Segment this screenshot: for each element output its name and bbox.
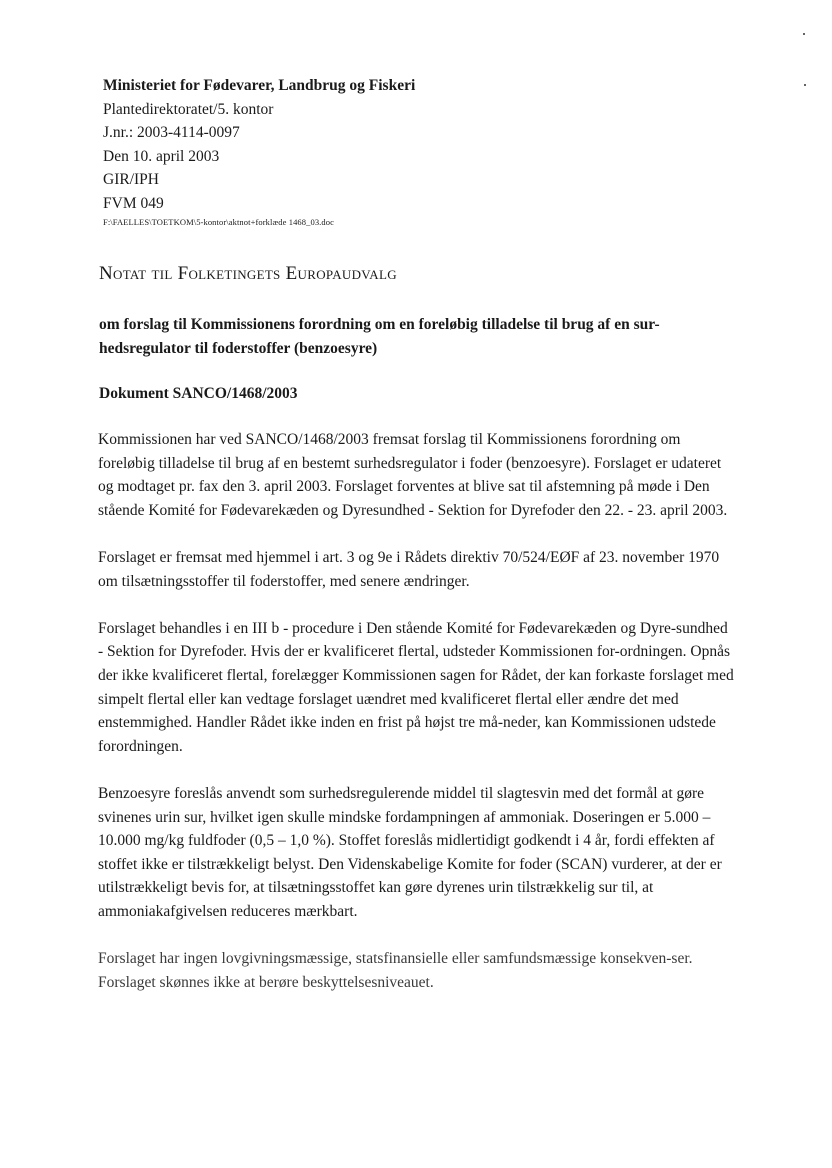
scan-speck xyxy=(803,33,805,35)
paragraph-background: Kommissionen har ved SANCO/1468/2003 fremsat forslag til Kommissionens forordning om foreløbig tilladelse til brug af en bestemt surhedsregulator i foder (benzoesyre). Forslaget er udateret og modtaget pr. fax den 3. april 2003. Forslaget forventes at blive sat til afstemning på møde i Den stående Komité for Fødevarekæden og Dyresundhed - Sektion for Dyrefoder den 22. - 23. april 2003. xyxy=(98,431,728,519)
document-body xyxy=(98,428,734,1018)
document-title: Notat til Folketingets Europaudvalg xyxy=(99,263,397,284)
author-initials: GIR/IPH xyxy=(103,171,159,188)
scan-speck xyxy=(804,84,806,86)
subject-line-1: om forslag til Kommissionens forordning om en foreløbig tilladelse til brug af en sur- xyxy=(99,316,660,333)
paragraph-legal-basis: Forslaget er fremsat med hjemmel i art. 3 og 9e i Rådets direktiv 70/524/EØF af 23. november 1970 om tilsætningsstoffer til foderstoffer, med senere ændringer. xyxy=(98,548,720,590)
directorate: Plantedirektoratet/5. kontor xyxy=(103,100,274,118)
paragraph-consequences: Forslaget har ingen lovgivningsmæssige, statsfinansielle eller samfundsmæssige konsekven-ser. Forslaget skønnes ikke at berøre beskyttelsesniveauet. xyxy=(98,950,693,991)
paragraph-procedure: Forslaget behandles i en III b - procedure i Den stående Komité for Fødevarekæden og Dyre-sundhed - Sektion for Dyrefoder. Hvis der er kvalificeret flertal, udsteder Kommissionen for-ordningen. Opnås der ikke kvalificeret flertal, forelægger Kommissionen sagen for Rådet, der kan forkaste forslaget med simpelt flertal eller kan vedtage forslaget uændret med kvalificeret flertal eller ændre det med enstemmighed. Handler Rådet ikke inden en frist på højst tre må-neder, kan Kommissionen udstede forordningen. xyxy=(98,619,734,755)
document-reference: Dokument SANCO/1468/2003 xyxy=(99,385,298,402)
subject-line-2: hedsregulator til foderstoffer (benzoesyre) xyxy=(99,339,378,357)
fvm-number: FVM 049 xyxy=(103,194,164,212)
document-date: Den 10. april 2003 xyxy=(103,147,220,165)
file-path: F:\FAELLES\TOETKOM\5-kontor\aktnot+forklæde 1468_03.doc xyxy=(103,217,334,227)
ministry-name: Ministeriet for Fødevarer, Landbrug og Fiskeri xyxy=(103,77,416,94)
paragraph-substance: Benzoesyre foreslås anvendt som surhedsregulerende middel til slagtesvin med det formål at gøre svinenes urin sur, hvilket igen skulle mindske fordampningen af ammoniak. Doseringen er 5.000 – 10.000 mg/kg fuldfoder (0,5 – 1,0 %). Stoffet foreslås midlertidigt godkendt i 4 år, fordi effekten af stoffet ikke er tilstrækkeligt belyst. Den Videnskabelige Komite for foder (SCAN) vurderer, at der er utilstrækkeligt bevis for, at tilsætningsstoffet kan gøre dyrenes urin tilstrækkelig sur til, at ammoniakafgivelsen reduceres mærkbart. xyxy=(98,784,722,920)
letterhead xyxy=(103,74,415,229)
journal-number: J.nr.: 2003-4114-0097 xyxy=(103,124,240,141)
document-subject xyxy=(99,313,719,360)
